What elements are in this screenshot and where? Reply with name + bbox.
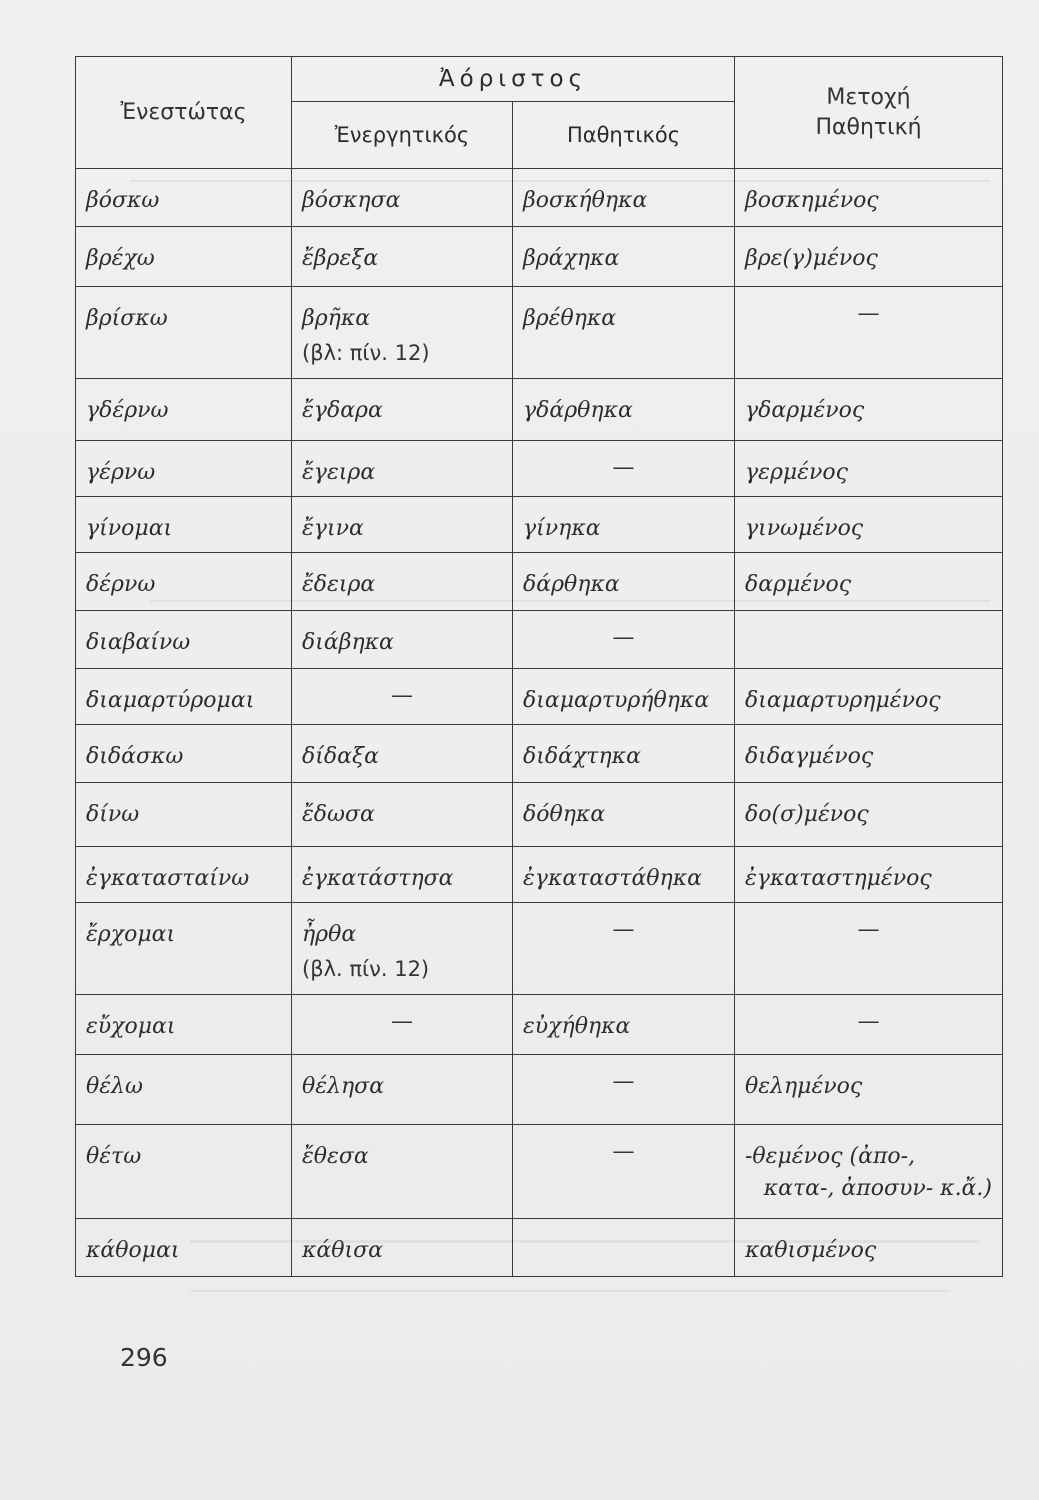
- table-row: [76, 287, 1003, 379]
- participle-cell-text: καθισμένος: [745, 1238, 877, 1263]
- aorist-active-cell-text: ἔδειρα: [302, 572, 376, 597]
- present-cell-text: διαβαίνω: [86, 630, 191, 655]
- aorist-passive-cell-text: δόθηκα: [523, 802, 606, 827]
- participle-cell-text: διδαγμένος: [745, 744, 874, 769]
- aorist-passive-cell: [513, 379, 735, 441]
- participle-cell-text: —: [857, 301, 880, 326]
- aorist-passive-cell: [513, 553, 735, 611]
- participle-cell: [735, 1125, 1003, 1219]
- present-cell: [76, 903, 292, 995]
- present-cell-text: βόσκω: [86, 188, 160, 213]
- table-row: [76, 1055, 1003, 1125]
- present-cell-text: γίνομαι: [86, 516, 173, 541]
- page-number: 296: [120, 1343, 168, 1372]
- aorist-passive-cell: [513, 847, 735, 903]
- participle-cell-text: ἐγκαταστημένος: [745, 866, 932, 891]
- aorist-active-cell: [292, 783, 513, 847]
- aorist-passive-cell-text: δάρθηκα: [523, 572, 620, 597]
- aorist-passive-cell-text: ἐγκαταστάθηκα: [523, 866, 703, 891]
- aorist-active-cell-text: διάβηκα: [302, 630, 394, 655]
- participle-cell-text: δαρμένος: [745, 572, 852, 597]
- present-cell-text: κάθομαι: [86, 1238, 180, 1263]
- present-cell: [76, 441, 292, 497]
- present-cell: [76, 1219, 292, 1277]
- participle-cell: [735, 497, 1003, 553]
- aorist-passive-cell: [513, 1125, 735, 1219]
- header-participle-line1: Μετοχή: [826, 84, 911, 110]
- aorist-passive-cell: [513, 725, 735, 783]
- participle-cell: [735, 669, 1003, 725]
- present-cell: [76, 1125, 292, 1219]
- present-cell-text: θέτω: [86, 1144, 142, 1169]
- table-row: [76, 611, 1003, 669]
- table-row: [76, 553, 1003, 611]
- table-row: [76, 441, 1003, 497]
- aorist-active-cell-text: θέλησα: [302, 1074, 385, 1099]
- aorist-active-cell-text: βρῆκα: [302, 306, 371, 331]
- aorist-passive-cell-text: —: [612, 1139, 635, 1164]
- verb-conjugation-table: [75, 56, 1003, 1277]
- participle-cell: [735, 287, 1003, 379]
- table-row: [76, 497, 1003, 553]
- present-cell: [76, 497, 292, 553]
- aorist-passive-cell-text: διαμαρτυρήθηκα: [523, 688, 710, 713]
- aorist-passive-cell-text: βρέθηκα: [523, 306, 617, 331]
- present-cell-text: γέρνω: [86, 460, 156, 485]
- aorist-active-cell: [292, 995, 513, 1055]
- present-cell: [76, 553, 292, 611]
- aorist-active-cell: [292, 725, 513, 783]
- participle-cell-text: γινωμένος: [745, 516, 864, 541]
- aorist-passive-cell: [513, 783, 735, 847]
- cross-reference-note: (βλ. πίν. 12): [302, 957, 430, 981]
- aorist-passive-cell-text: —: [612, 1069, 635, 1094]
- present-cell-text: βρίσκω: [86, 306, 168, 331]
- aorist-active-cell-text: ἐγκατάστησα: [302, 866, 454, 891]
- aorist-active-cell: [292, 1219, 513, 1277]
- present-cell-text: θέλω: [86, 1074, 143, 1099]
- table-row: [76, 995, 1003, 1055]
- aorist-active-cell: [292, 1125, 513, 1219]
- aorist-active-cell-text: κάθισα: [302, 1238, 384, 1263]
- aorist-passive-cell-text: βράχηκα: [523, 246, 620, 271]
- header-aorist: Ἀόριστος: [292, 57, 735, 102]
- aorist-passive-cell-text: εὐχήθηκα: [523, 1014, 631, 1039]
- aorist-passive-cell: [513, 497, 735, 553]
- participle-cell-text: γδαρμένος: [745, 398, 865, 423]
- participle-continuation: κατα-, ἀποσυν- κ.ἄ.): [763, 1176, 992, 1201]
- present-cell-text: εὔχομαι: [86, 1014, 176, 1039]
- aorist-passive-cell: [513, 287, 735, 379]
- participle-cell-text: βρε(γ)μένος: [745, 246, 878, 271]
- cross-reference-note: (βλ: πίν. 12): [302, 341, 430, 365]
- aorist-passive-cell: [513, 611, 735, 669]
- present-cell: [76, 379, 292, 441]
- present-cell-text: διδάσκω: [86, 744, 184, 769]
- present-cell-text: δέρνω: [86, 572, 156, 597]
- table-row: [76, 227, 1003, 287]
- aorist-passive-cell: [513, 995, 735, 1055]
- aorist-active-cell: [292, 441, 513, 497]
- aorist-active-cell: [292, 287, 513, 379]
- header-passive-participle: [735, 57, 1003, 169]
- table-row: [76, 725, 1003, 783]
- present-cell-text: ἐγκατασταίνω: [86, 866, 250, 891]
- aorist-passive-cell-text: γδάρθηκα: [523, 398, 633, 423]
- participle-cell: [735, 1055, 1003, 1125]
- aorist-active-cell-text: —: [391, 683, 413, 708]
- header-participle-line2: Παθητική: [815, 114, 922, 140]
- aorist-active-cell-text: ἔθεσα: [302, 1144, 369, 1169]
- table-row: [76, 169, 1003, 227]
- present-cell: [76, 287, 292, 379]
- aorist-active-cell-text: —: [391, 1009, 413, 1034]
- aorist-passive-cell: [513, 903, 735, 995]
- participle-cell: [735, 783, 1003, 847]
- aorist-active-cell-text: ἔδωσα: [302, 802, 375, 827]
- aorist-passive-cell-text: γίνηκα: [523, 516, 601, 541]
- aorist-active-cell: [292, 497, 513, 553]
- aorist-passive-cell: [513, 169, 735, 227]
- table-row: [76, 903, 1003, 995]
- table-row: [76, 847, 1003, 903]
- aorist-active-cell-text: ἔβρεξα: [302, 246, 379, 271]
- header-present: Ἐνεστώτας: [76, 57, 292, 169]
- aorist-active-cell-text: ἔγινα: [302, 516, 364, 541]
- participle-cell-text: —: [857, 1009, 880, 1034]
- participle-cell-text: —: [857, 917, 880, 942]
- present-cell-text: ἔρχομαι: [86, 922, 176, 947]
- participle-cell: [735, 995, 1003, 1055]
- aorist-active-cell-text: ἔγειρα: [302, 460, 376, 485]
- aorist-active-cell: [292, 553, 513, 611]
- aorist-passive-cell: [513, 669, 735, 725]
- participle-cell: [735, 379, 1003, 441]
- aorist-active-cell: [292, 903, 513, 995]
- present-cell: [76, 847, 292, 903]
- table-row: [76, 1219, 1003, 1277]
- participle-cell-text: θελημένος: [745, 1074, 863, 1099]
- participle-cell: [735, 847, 1003, 903]
- present-cell: [76, 995, 292, 1055]
- participle-cell: [735, 725, 1003, 783]
- present-cell: [76, 611, 292, 669]
- aorist-passive-cell-text: βοσκήθηκα: [523, 188, 648, 213]
- participle-cell: [735, 441, 1003, 497]
- participle-cell: [735, 903, 1003, 995]
- participle-cell: [735, 1219, 1003, 1277]
- aorist-passive-cell-text: —: [612, 917, 635, 942]
- participle-cell-text: -θεμένος (ἀπο-,: [745, 1144, 916, 1169]
- present-cell-text: βρέχω: [86, 246, 155, 271]
- aorist-active-cell: [292, 227, 513, 287]
- table-row: [76, 669, 1003, 725]
- table-row: [76, 783, 1003, 847]
- present-cell-text: δίνω: [86, 802, 140, 827]
- participle-cell-text: βοσκημένος: [745, 188, 879, 213]
- participle-cell: [735, 611, 1003, 669]
- aorist-active-cell-text: δίδαξα: [302, 744, 379, 769]
- aorist-passive-cell-text: —: [612, 455, 635, 480]
- header-passive: Παθητικός: [513, 102, 735, 169]
- aorist-active-cell-text: βόσκησα: [302, 188, 401, 213]
- aorist-active-cell-text: ἔγδαρα: [302, 398, 383, 423]
- aorist-passive-cell-text: —: [612, 625, 635, 650]
- aorist-passive-cell-text: διδάχτηκα: [523, 744, 641, 769]
- aorist-active-cell: [292, 1055, 513, 1125]
- present-cell: [76, 1055, 292, 1125]
- table-row: [76, 1125, 1003, 1219]
- participle-cell-text: διαμαρτυρημένος: [745, 688, 941, 713]
- aorist-active-cell: [292, 611, 513, 669]
- present-cell: [76, 227, 292, 287]
- aorist-active-cell: [292, 669, 513, 725]
- aorist-passive-cell: [513, 1055, 735, 1125]
- present-cell-text: γδέρνω: [86, 398, 169, 423]
- aorist-active-cell-text: ἦρθα: [302, 922, 357, 947]
- aorist-active-cell: [292, 847, 513, 903]
- aorist-active-cell: [292, 169, 513, 227]
- aorist-passive-cell: [513, 441, 735, 497]
- participle-cell-text: δο(σ)μένος: [745, 802, 869, 827]
- present-cell: [76, 669, 292, 725]
- present-cell-text: διαμαρτύρομαι: [86, 688, 255, 713]
- present-cell: [76, 725, 292, 783]
- table-row: [76, 379, 1003, 441]
- participle-cell: [735, 169, 1003, 227]
- present-cell: [76, 783, 292, 847]
- aorist-passive-cell: [513, 227, 735, 287]
- header-active: Ἐνεργητικός: [292, 102, 513, 169]
- present-cell: [76, 169, 292, 227]
- table-body: [76, 169, 1003, 1277]
- participle-cell-text: γερμένος: [745, 460, 848, 485]
- participle-cell: [735, 227, 1003, 287]
- aorist-active-cell: [292, 379, 513, 441]
- aorist-passive-cell: [513, 1219, 735, 1277]
- participle-cell: [735, 553, 1003, 611]
